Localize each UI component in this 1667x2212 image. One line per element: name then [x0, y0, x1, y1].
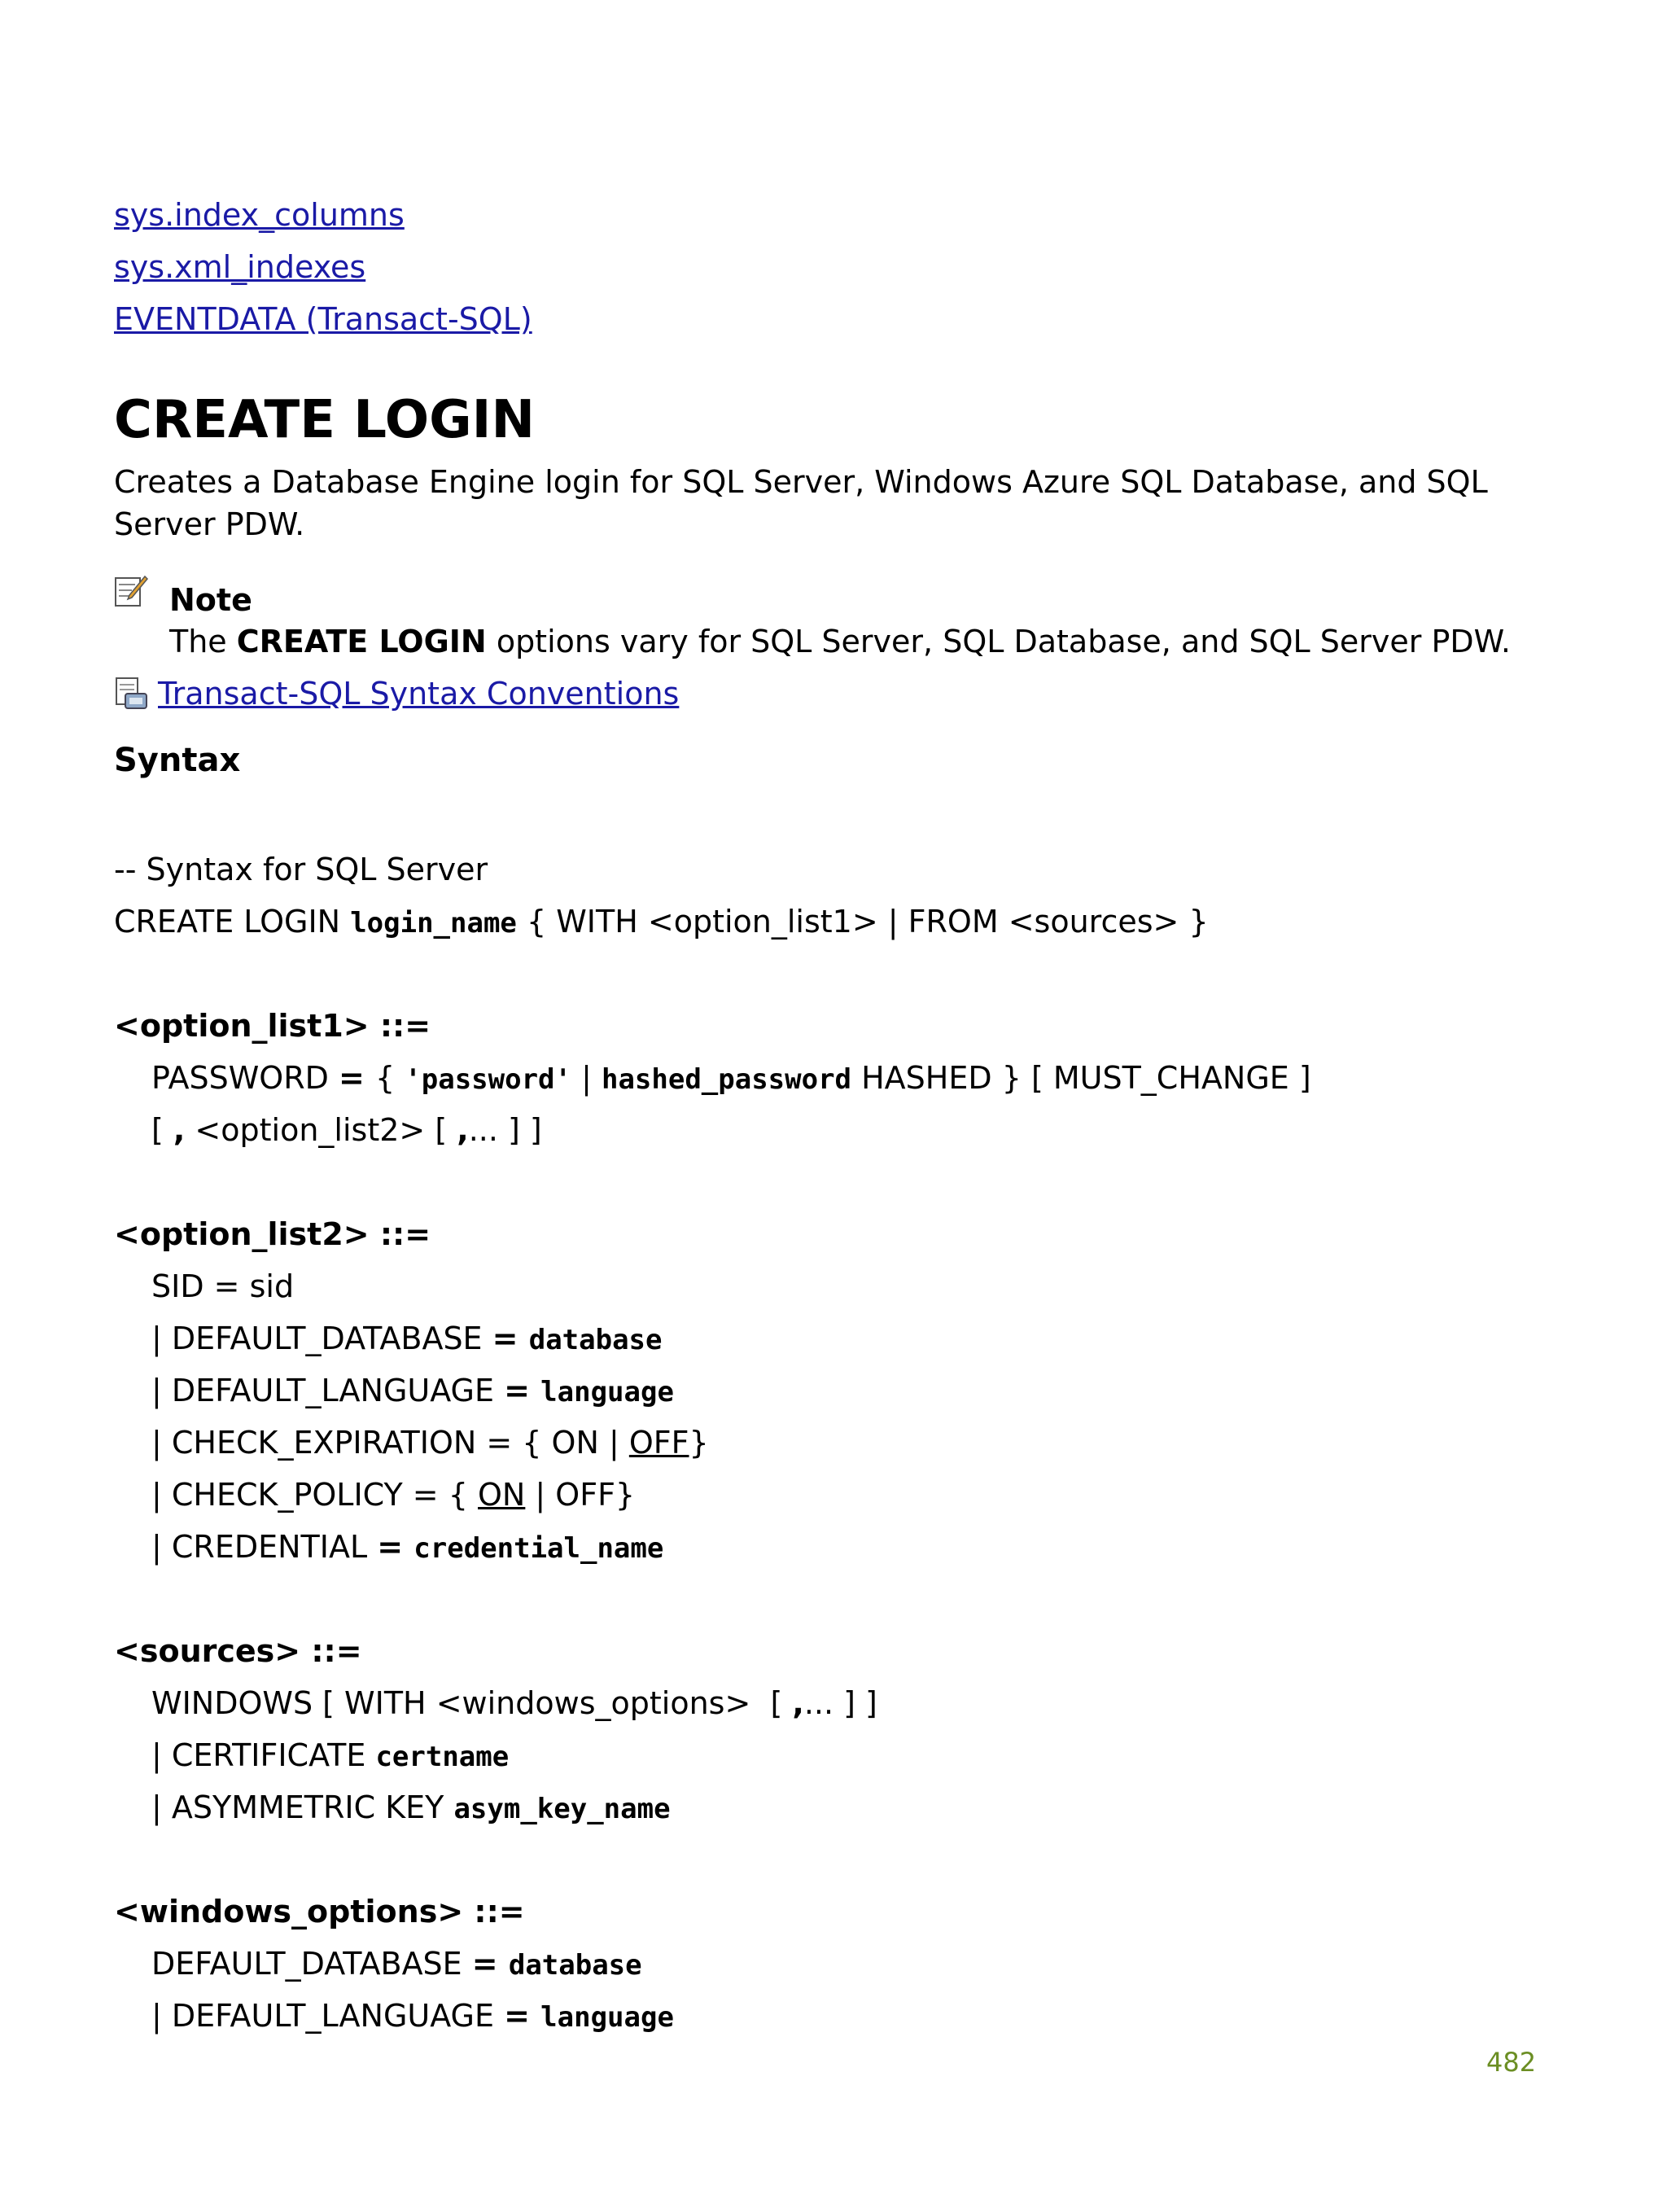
- code-default-language-line: [114, 1364, 1563, 1417]
- code-password-line: [114, 1052, 1563, 1104]
- code-param: database: [508, 1949, 642, 1982]
- code-win-default-language-line: [114, 1990, 1563, 2042]
- note-label: Note: [169, 582, 252, 618]
- code-check-policy-line: [114, 1469, 1563, 1521]
- code-comment: -- Syntax for SQL Server: [114, 852, 488, 887]
- code-text: | CERTIFICATE: [151, 1737, 376, 1773]
- code-text: =: [338, 1060, 376, 1096]
- code-text: =: [377, 1529, 414, 1565]
- code-text: ... ] ]: [468, 1112, 542, 1148]
- syntax-conventions-icon: [114, 676, 150, 712]
- code-param: login_name: [350, 907, 517, 940]
- page-number: 482: [1486, 2047, 1537, 2078]
- note-text-suffix: options vary for SQL Server, SQL Database, and SQL Server PDW.: [486, 624, 1511, 659]
- code-check-expiration-line: [114, 1417, 1563, 1469]
- code-heading-sources: <sources> ::=: [114, 1633, 362, 1669]
- code-gap: [114, 1156, 1563, 1208]
- link-syntax-conventions[interactable]: Transact-SQL Syntax Conventions: [158, 676, 680, 712]
- code-credential-line: [114, 1521, 1563, 1573]
- code-text: =: [492, 1321, 529, 1356]
- code-text: =: [471, 1946, 509, 1982]
- code-heading-option-list1: <option_list1> ::=: [114, 1008, 431, 1044]
- code-gap: [114, 948, 1563, 1000]
- code-param: asym_key_name: [453, 1793, 671, 1825]
- code-param: certname: [375, 1741, 510, 1773]
- code-text: | OFF}: [525, 1477, 636, 1513]
- code-heading-windows-options: <windows_options> ::=: [114, 1894, 525, 1929]
- code-text: | DEFAULT_DATABASE: [151, 1321, 492, 1356]
- code-gap: [114, 1833, 1563, 1886]
- link-sys-index-columns[interactable]: sys.index_columns: [114, 197, 405, 233]
- note-text-prefix: The: [169, 624, 237, 659]
- code-win-default-database-line: [114, 1938, 1563, 1990]
- note-text: [169, 620, 1511, 663]
- code-text: HASHED } [ MUST_CHANGE ]: [851, 1060, 1311, 1096]
- code-param: 'password': [405, 1063, 571, 1096]
- code-option-list2-ref: [114, 1104, 1563, 1156]
- code-text: <option_list2> [: [185, 1112, 457, 1148]
- code-text: | CHECK_POLICY = {: [151, 1477, 478, 1513]
- code-param: language: [540, 1376, 674, 1408]
- code-text: | ASYMMETRIC KEY: [151, 1789, 454, 1825]
- code-default-value: OFF: [628, 1425, 689, 1461]
- code-text: | DEFAULT_LANGUAGE: [151, 1998, 505, 2034]
- code-windows-line: [114, 1677, 1563, 1729]
- code-param: language: [540, 2001, 674, 2034]
- code-text: {: [375, 1060, 405, 1096]
- conventions-row: [114, 671, 1563, 716]
- code-text: WINDOWS [ WITH <windows_options> [: [151, 1685, 793, 1721]
- code-text: =: [504, 1373, 541, 1408]
- syntax-heading: Syntax: [114, 742, 241, 779]
- code-text: { WITH <option_list1> | FROM <sources> }: [516, 904, 1209, 940]
- code-text: CREATE LOGIN: [114, 904, 351, 940]
- code-default-database-line: [114, 1312, 1563, 1364]
- content: [114, 189, 1563, 2042]
- code-param: credential_name: [413, 1532, 664, 1565]
- code-sid-line: SID = sid: [151, 1268, 295, 1304]
- code-create-login: [114, 896, 1563, 948]
- link-sys-xml-indexes[interactable]: sys.xml_indexes: [114, 249, 366, 285]
- code-asymmetric-key-line: [114, 1781, 1563, 1833]
- code-default-value: ON: [478, 1477, 526, 1513]
- code-text: PASSWORD: [151, 1060, 339, 1096]
- code-param: hashed_password: [601, 1063, 852, 1096]
- code-text: ,: [173, 1112, 186, 1148]
- code-text: | CREDENTIAL: [151, 1529, 378, 1565]
- code-text: ... ] ]: [803, 1685, 877, 1721]
- code-text: ,: [792, 1685, 804, 1721]
- code-text: |: [571, 1060, 602, 1096]
- code-text: =: [504, 1998, 541, 2034]
- syntax-code-block: [114, 843, 1563, 2042]
- note-text-bold: CREATE LOGIN: [236, 624, 487, 659]
- code-text: | DEFAULT_LANGUAGE: [151, 1373, 505, 1408]
- page-title: CREATE LOGIN: [114, 390, 535, 450]
- code-text: [: [151, 1112, 173, 1148]
- note-box: [114, 575, 1563, 664]
- code-certificate-line: [114, 1729, 1563, 1781]
- code-heading-option-list2: <option_list2> ::=: [114, 1216, 431, 1252]
- code-param: database: [528, 1324, 663, 1356]
- description: Creates a Database Engine login for SQL Server, Windows Azure SQL Database, and SQL Server PDW.: [114, 464, 1488, 542]
- code-gap: [114, 1573, 1563, 1625]
- code-text: }: [689, 1425, 709, 1461]
- code-text: | CHECK_EXPIRATION = { ON |: [151, 1425, 629, 1461]
- link-eventdata[interactable]: EVENTDATA (Transact-SQL): [114, 301, 532, 337]
- code-text: ,: [457, 1112, 469, 1148]
- code-text: DEFAULT_DATABASE: [151, 1946, 472, 1982]
- note-pencil-icon: [114, 575, 148, 607]
